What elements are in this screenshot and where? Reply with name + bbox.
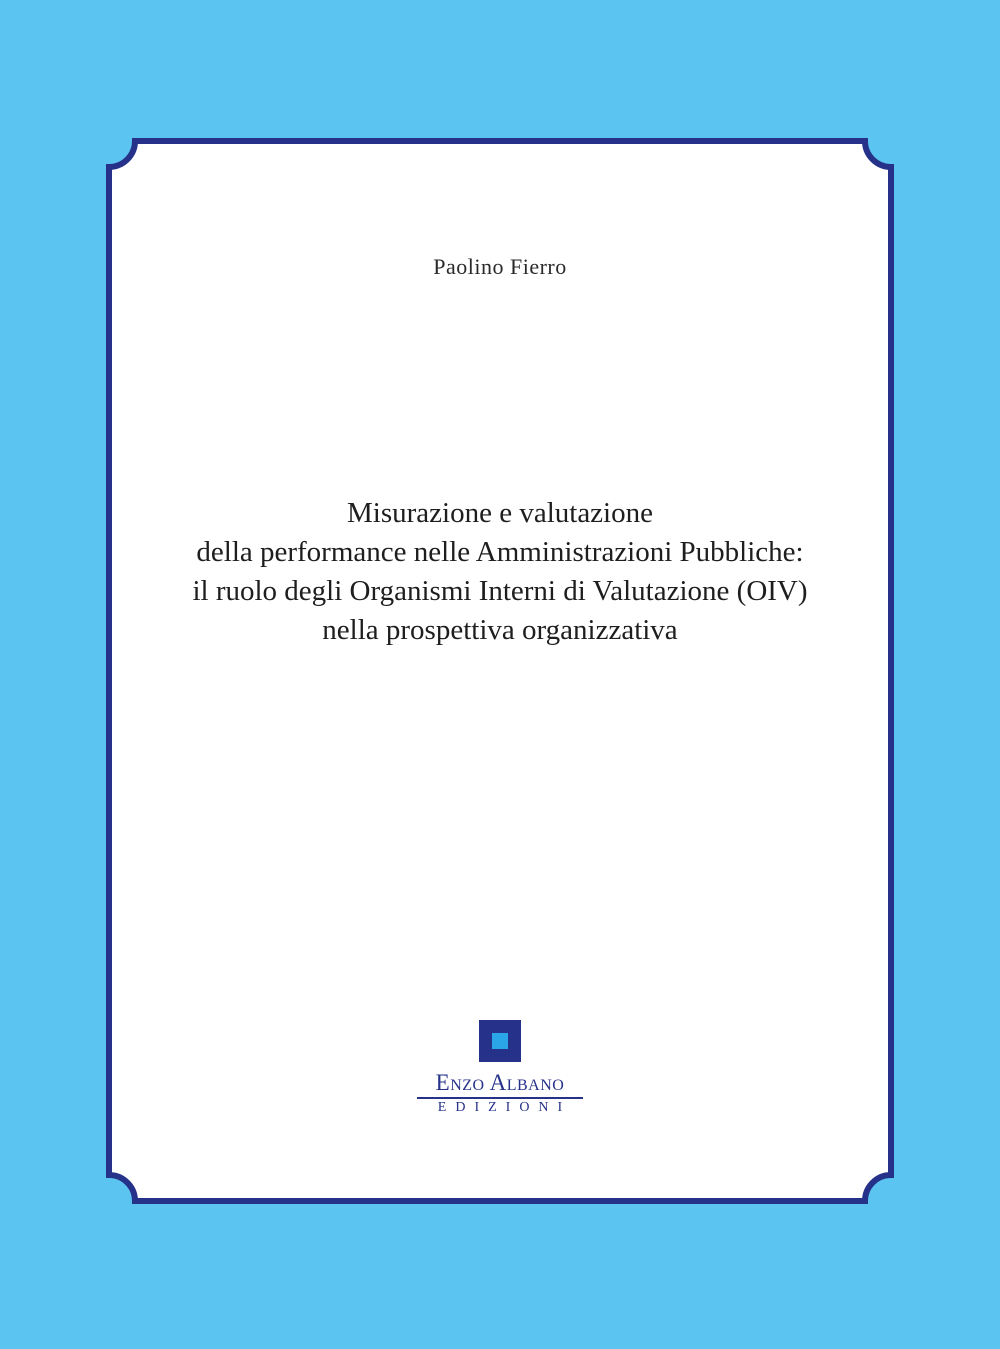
square-logo-icon — [479, 1020, 521, 1062]
title-line: nella prospettiva organizzativa — [322, 614, 678, 646]
title-line: della performance nelle Amministrazioni Pubbliche: — [196, 536, 804, 568]
author-name: Paolino Fierro — [433, 254, 567, 279]
publisher-name: Enzo Albano — [435, 1070, 565, 1095]
book-title — [140, 494, 860, 650]
publisher-subtitle: EDIZIONI — [437, 1100, 572, 1115]
title-line: Misurazione e valutazione — [347, 497, 653, 529]
publisher-logo — [400, 1020, 600, 1116]
title-line: il ruolo degli Organismi Interni di Valutazione (OIV) — [192, 575, 808, 607]
